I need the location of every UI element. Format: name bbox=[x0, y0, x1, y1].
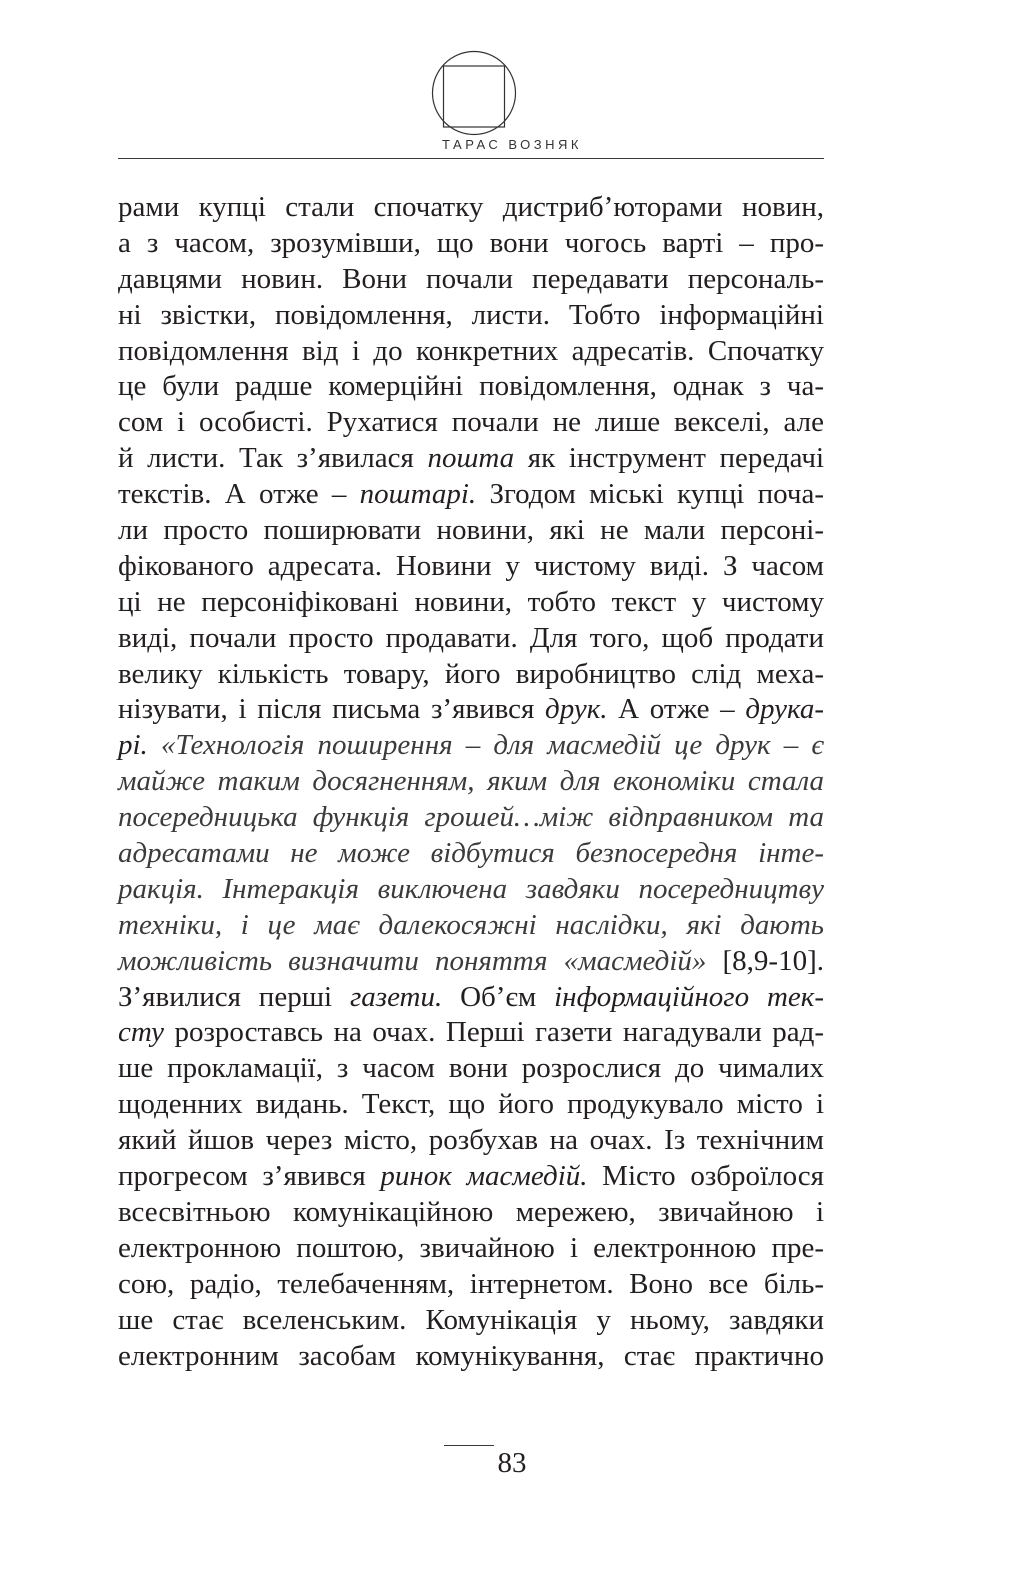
text-segment: як інструмент передачі bbox=[514, 442, 825, 475]
text-line bbox=[118, 549, 824, 585]
text-line bbox=[118, 1123, 824, 1159]
text-line bbox=[118, 1087, 824, 1123]
text-line bbox=[118, 369, 824, 405]
italic-text-segment: друка- bbox=[745, 693, 824, 726]
text-segment: ли просто поширювати новини, які не мали персоні- bbox=[118, 514, 824, 547]
text-segment: прогресом з’явився bbox=[118, 1160, 381, 1193]
italic-text-segment: ракція. Інтеракція виключена завдяки посередництву bbox=[118, 872, 824, 905]
text-line bbox=[118, 1267, 824, 1303]
text-segment: давцями новин. Вони почали передавати персональ- bbox=[118, 262, 824, 295]
italic-text-segment: рі. bbox=[118, 729, 148, 762]
text-segment: всесвітньою комунікаційною мережею, звичайною і bbox=[118, 1195, 824, 1228]
body-text bbox=[118, 190, 824, 1374]
page-number: 83 bbox=[497, 1447, 527, 1479]
italic-text-segment: інформаційного тек- bbox=[554, 980, 824, 1013]
page-number-rule bbox=[444, 1445, 494, 1446]
text-segment: ше прокламації, з часом вони розрослися до чималих bbox=[118, 1052, 824, 1085]
italic-text-segment: сту bbox=[118, 1016, 164, 1049]
text-segment: велику кількість товару, його виробництво слід меха- bbox=[118, 657, 824, 690]
text-line bbox=[118, 800, 824, 836]
text-line bbox=[118, 585, 824, 621]
text-segment: повідомлення від і до конкретних адресатів. Спочатку bbox=[118, 334, 824, 367]
text-segment: Об’єм bbox=[442, 980, 555, 1013]
italic-text-segment: ринок масмедій. bbox=[380, 1160, 588, 1193]
text-segment: ше стає вселенським. Комунікація у ньому, завдяки bbox=[118, 1303, 824, 1336]
text-segment: А отже – bbox=[607, 693, 746, 726]
text-segment: виді, почали просто продавати. Для того, щоб продати bbox=[118, 621, 824, 654]
text-line bbox=[118, 692, 824, 728]
text-line bbox=[118, 1303, 824, 1339]
text-segment: щоденних видань. Текст, що його продукувало місто і bbox=[118, 1088, 824, 1121]
text-segment: Згодом міські купці поча- bbox=[476, 478, 824, 511]
text-line bbox=[118, 1015, 824, 1051]
text-line bbox=[118, 944, 824, 980]
text-line bbox=[118, 190, 824, 226]
text-line bbox=[118, 477, 824, 513]
text-segment: електронною поштою, звичайною і електронною пре- bbox=[118, 1231, 824, 1264]
text-segment: який йшов через місто, розбухав на очах. Із технічним bbox=[118, 1124, 824, 1157]
header-divider bbox=[118, 158, 824, 159]
text-line bbox=[118, 657, 824, 693]
circle-square-logo-icon bbox=[431, 50, 517, 136]
text-line bbox=[118, 226, 824, 262]
text-line bbox=[118, 1339, 824, 1375]
text-line bbox=[118, 1051, 824, 1087]
text-segment: текстів. А отже – bbox=[118, 478, 360, 511]
text-line bbox=[118, 441, 824, 477]
italic-text-segment: «Технологія поширення – для масмедій це друк – є bbox=[160, 729, 825, 762]
italic-text-segment: пошта bbox=[427, 442, 515, 475]
text-line bbox=[118, 513, 824, 549]
text-segment: ці не персоніфіковані новини, тобто текст у чистому bbox=[118, 585, 824, 618]
text-segment bbox=[148, 729, 161, 761]
text-line bbox=[118, 621, 824, 657]
italic-text-segment: майже таким досягненням, яким для економіки стала bbox=[118, 765, 824, 798]
italic-text-segment: техніки, і це має далекосяжні наслідки, які дають bbox=[118, 908, 824, 941]
text-line bbox=[118, 836, 824, 872]
italic-text-segment: адресатами не може відбутися безпосередня інте- bbox=[118, 837, 824, 870]
text-line bbox=[118, 764, 824, 800]
text-line bbox=[118, 1195, 824, 1231]
text-segment: фікованого адресата. Новини у чистому виді. З часом bbox=[118, 549, 824, 582]
text-segment: й листи. Так з’явилася bbox=[118, 442, 428, 475]
italic-text-segment: друк. bbox=[545, 693, 608, 726]
text-segment: розроставсь на очах. Перші газети нагадували рад- bbox=[163, 1016, 824, 1049]
text-line bbox=[118, 334, 824, 370]
text-line bbox=[118, 298, 824, 334]
text-segment: [8,9-10]. bbox=[706, 944, 824, 977]
text-segment: З’явилися перші bbox=[118, 980, 350, 1013]
text-segment: це були радше комерційні повідомлення, однак з ча- bbox=[118, 370, 824, 403]
text-segment: сою, радіо, телебаченням, інтернетом. Воно все біль- bbox=[118, 1267, 824, 1300]
italic-text-segment: посередницька функція грошей…між відправником та bbox=[118, 801, 824, 834]
text-line bbox=[118, 1159, 824, 1195]
italic-text-segment: поштарі. bbox=[359, 478, 477, 511]
text-line bbox=[118, 908, 824, 944]
text-line bbox=[118, 262, 824, 298]
text-segment: рами купці стали спочатку дистриб’юторами новин, bbox=[118, 191, 824, 223]
italic-text-segment: газети. bbox=[349, 980, 443, 1013]
text-line bbox=[118, 728, 824, 764]
italic-text-segment: можливість визначити поняття «масмедій» bbox=[118, 944, 707, 977]
running-header-author: ТАРАС ВОЗНЯК bbox=[442, 137, 582, 152]
text-line bbox=[118, 980, 824, 1016]
text-segment: електронним засобам комунікування, стає практично bbox=[118, 1339, 824, 1372]
text-segment: а з часом, зрозумівши, що вони чогось варті – про- bbox=[118, 226, 824, 259]
text-segment: нізувати, і після письма з’явився bbox=[118, 693, 546, 726]
text-line bbox=[118, 1231, 824, 1267]
text-line bbox=[118, 872, 824, 908]
text-segment: сом і особисті. Рухатися почали не лише векселі, але bbox=[118, 406, 824, 439]
text-segment: ні звістки, повідомлення, листи. Тобто інформаційні bbox=[118, 298, 824, 331]
text-segment: Місто озброїлося bbox=[587, 1160, 824, 1193]
text-line bbox=[118, 405, 824, 441]
